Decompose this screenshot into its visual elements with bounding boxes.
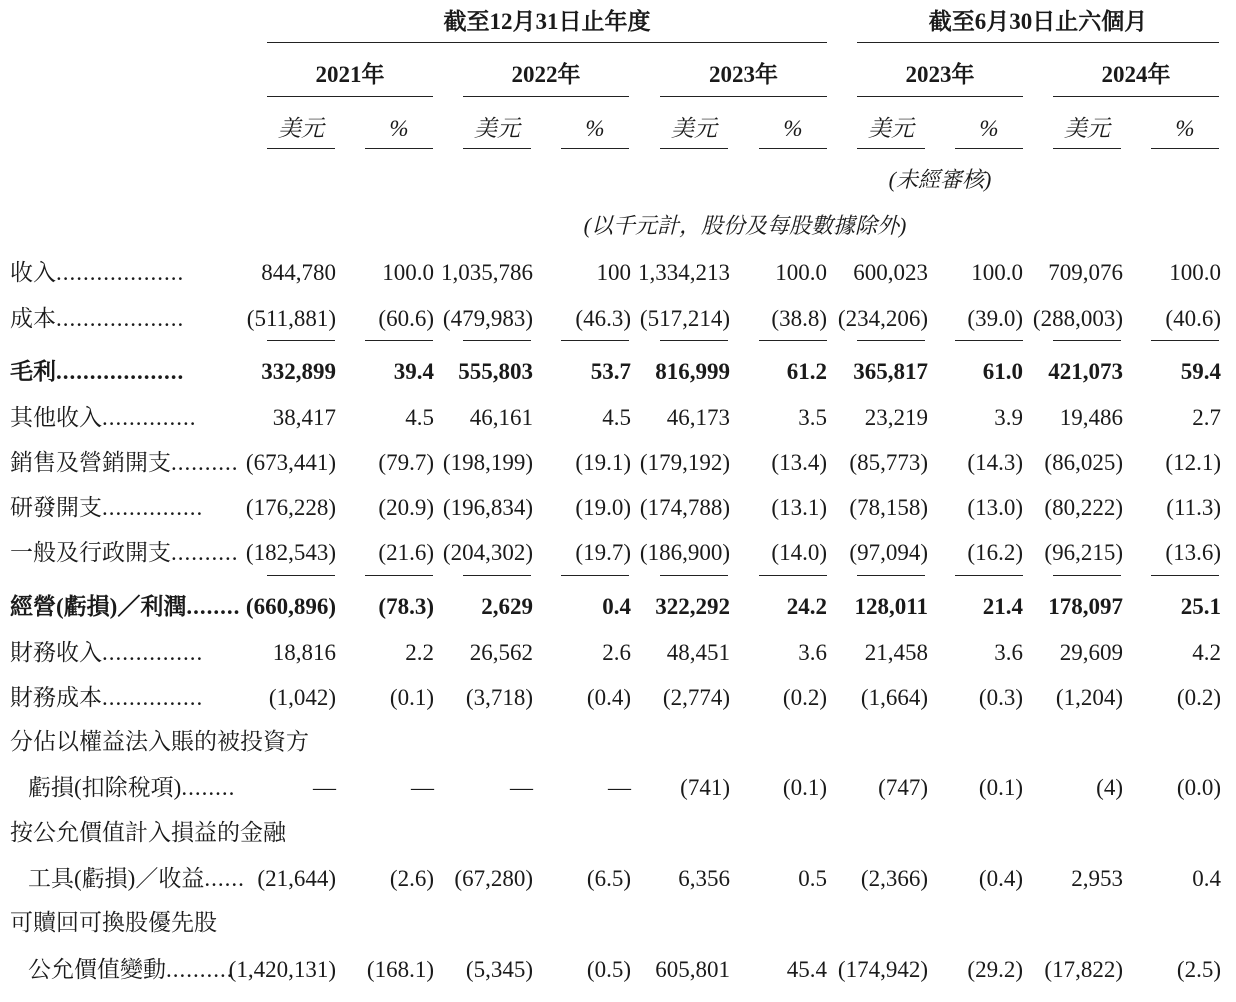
cell-amount: 6,356 (678, 866, 730, 891)
cell-percent: (21.6) (378, 540, 434, 565)
cell-amount: 29,609 (1059, 640, 1123, 665)
cell-percent: (11.3) (1166, 495, 1221, 520)
cell-percent: (29.2) (967, 957, 1023, 982)
cell-percent: — (411, 775, 434, 800)
unit-amount: 美元 (1064, 116, 1110, 141)
cell-amount: 2,629 (481, 594, 533, 619)
subtotal-line (660, 575, 728, 576)
cell-amount: (4) (1096, 775, 1123, 800)
unit-underline (955, 148, 1023, 149)
subtotal-line (463, 340, 531, 341)
cell-percent: 100 (596, 260, 631, 285)
row-label-text: 分佔以權益法入賬的被投資方 (10, 729, 309, 754)
year-underline (857, 96, 1023, 97)
row-label-text: 按公允價值計入損益的金融 (10, 820, 286, 845)
cell-percent: (0.5) (586, 957, 631, 982)
cell-percent: 61.2 (786, 359, 827, 384)
row-label-text: 虧損(扣除稅項) (28, 775, 182, 800)
cell-percent: 100.0 (971, 260, 1023, 285)
row-leader-dots: ........ (186, 594, 241, 619)
cell-percent: (0.1) (978, 775, 1023, 800)
row-label-text: 成本 (10, 306, 56, 331)
row-leader-dots: ........ (181, 775, 236, 800)
cell-percent: 45.4 (786, 957, 827, 982)
cell-amount: 18,816 (272, 640, 336, 665)
cell-amount: (67,280) (454, 866, 533, 891)
group-underline-six-months (857, 42, 1219, 43)
cell-amount: (5,345) (465, 957, 533, 982)
cell-percent: (0.1) (782, 775, 827, 800)
table-row (0, 636, 1236, 670)
row-leader-dots: .............. (102, 405, 197, 430)
cell-percent: (14.0) (771, 540, 827, 565)
cell-percent: 3.6 (994, 640, 1023, 665)
unit-percent: % (979, 116, 999, 141)
cell-percent: 4.5 (405, 405, 434, 430)
table-row (0, 536, 1236, 570)
cell-percent: (46.3) (575, 306, 631, 331)
cell-amount: 26,562 (469, 640, 533, 665)
cell-percent: 2.6 (602, 640, 631, 665)
group-header-year-end: 截至12月31日止年度 (443, 9, 651, 34)
cell-amount: — (313, 775, 336, 800)
row-label-text: 其他收入 (10, 405, 102, 430)
row-label-text: 工具(虧損)／收益 (28, 866, 205, 891)
cell-amount: 816,999 (655, 359, 730, 384)
year-underline (1053, 96, 1219, 97)
cell-amount: (80,222) (1044, 495, 1123, 520)
subtotal-line (267, 575, 335, 576)
year-header-2023-h1: 2023年 (905, 62, 975, 87)
cell-percent: (79.7) (378, 450, 434, 475)
cell-amount: (176,228) (245, 495, 336, 520)
row-label-text: 財務收入 (10, 640, 102, 665)
cell-amount: 555,803 (458, 359, 533, 384)
subtotal-line (561, 340, 629, 341)
row-label (10, 636, 203, 670)
cell-amount: (1,042) (268, 685, 336, 710)
cell-amount: (1,204) (1055, 685, 1123, 710)
cell-percent: (20.9) (378, 495, 434, 520)
table-row (0, 906, 1236, 940)
cell-percent: (0.4) (978, 866, 1023, 891)
units-note: (以千元計，股份及每股數據除外) (583, 213, 907, 238)
row-leader-dots: ............... (102, 685, 204, 710)
cell-amount: 38,417 (272, 405, 336, 430)
unit-percent: % (389, 116, 409, 141)
year-underline (463, 96, 629, 97)
cell-amount: (85,773) (849, 450, 928, 475)
cell-percent: (19.0) (575, 495, 631, 520)
cell-amount: (174,942) (837, 957, 928, 982)
cell-amount: (741) (680, 775, 730, 800)
table-row (0, 771, 1236, 805)
table-row (0, 816, 1236, 850)
table-row (0, 302, 1236, 336)
table-row (0, 491, 1236, 525)
cell-percent: 0.4 (1192, 866, 1221, 891)
cell-amount: 322,292 (655, 594, 730, 619)
cell-percent: — (608, 775, 631, 800)
unit-amount: 美元 (278, 116, 324, 141)
table-row (0, 401, 1236, 435)
cell-percent: (78.3) (378, 594, 434, 619)
cell-amount: (288,003) (1032, 306, 1123, 331)
table-row (0, 446, 1236, 480)
cell-percent: (0.0) (1176, 775, 1221, 800)
row-label (10, 725, 309, 759)
subtotal-line (1053, 340, 1121, 341)
unit-underline (660, 148, 728, 149)
cell-amount: (198,199) (442, 450, 533, 475)
year-header-2023: 2023年 (709, 62, 778, 87)
cell-percent: 2.2 (405, 640, 434, 665)
unit-percent: % (1175, 116, 1195, 141)
cell-amount: (21,644) (257, 866, 336, 891)
subtotal-line (857, 575, 925, 576)
cell-amount: (182,543) (245, 540, 336, 565)
cell-amount: 605,801 (655, 957, 730, 982)
row-label (10, 816, 286, 850)
cell-percent: 2.7 (1192, 405, 1221, 430)
row-label-text: 銷售及營銷開支 (10, 450, 171, 475)
subtotal-line (561, 575, 629, 576)
table-row (0, 862, 1236, 896)
row-label (10, 681, 203, 715)
table-row (0, 681, 1236, 715)
year-underline (267, 96, 433, 97)
cell-amount: 46,173 (666, 405, 730, 430)
subtotal-line (463, 575, 531, 576)
row-label-text: 毛利 (10, 359, 56, 384)
cell-percent: (60.6) (378, 306, 434, 331)
cell-amount: (196,834) (442, 495, 533, 520)
subtotal-line (955, 340, 1023, 341)
cell-amount: 19,486 (1059, 405, 1123, 430)
cell-amount: — (510, 775, 533, 800)
cell-percent: (13.6) (1165, 540, 1221, 565)
cell-percent: (0.1) (389, 685, 434, 710)
row-label (10, 256, 184, 290)
cell-percent: 53.7 (590, 359, 631, 384)
cell-amount: (1,420,131) (228, 957, 336, 982)
row-label (10, 401, 197, 435)
cell-amount: 421,073 (1048, 359, 1123, 384)
cell-percent: (19.7) (575, 540, 631, 565)
unit-percent: % (585, 116, 605, 141)
cell-amount: 709,076 (1048, 260, 1123, 285)
subtotal-line (759, 575, 827, 576)
cell-percent: 61.0 (982, 359, 1023, 384)
year-underline (660, 96, 827, 97)
cell-percent: 4.5 (602, 405, 631, 430)
unit-underline (463, 148, 531, 149)
cell-amount: (204,302) (442, 540, 533, 565)
cell-percent: 24.2 (786, 594, 827, 619)
cell-percent: 21.4 (982, 594, 1023, 619)
cell-amount: 46,161 (469, 405, 533, 430)
cell-percent: 0.4 (602, 594, 631, 619)
cell-amount: (673,441) (245, 450, 336, 475)
row-leader-dots: ...... (204, 866, 245, 891)
unit-amount: 美元 (671, 116, 717, 141)
cell-percent: (39.0) (967, 306, 1023, 331)
cell-percent: (13.4) (771, 450, 827, 475)
cell-amount: (86,025) (1044, 450, 1123, 475)
subtotal-line (1151, 340, 1219, 341)
unit-underline (267, 148, 335, 149)
subtotal-line (857, 340, 925, 341)
cell-percent: (0.4) (586, 685, 631, 710)
unit-underline (759, 148, 827, 149)
cell-percent: (2.6) (389, 866, 434, 891)
row-label (10, 491, 203, 525)
cell-percent: (13.1) (771, 495, 827, 520)
unaudited-note: (未經審核) (888, 167, 992, 192)
cell-amount: 600,023 (853, 260, 928, 285)
unit-amount: 美元 (474, 116, 520, 141)
subtotal-line (759, 340, 827, 341)
row-label-text: 可贖回可換股優先股 (10, 910, 217, 935)
cell-percent: 59.4 (1180, 359, 1221, 384)
row-label-text: 一般及行政開支 (10, 540, 171, 565)
table-row (0, 953, 1236, 987)
cell-percent: 39.4 (393, 359, 434, 384)
subtotal-line (1053, 575, 1121, 576)
row-label (10, 355, 184, 389)
cell-amount: 128,011 (854, 594, 928, 619)
row-leader-dots: .......... (171, 540, 239, 565)
cell-amount: (660,896) (245, 594, 336, 619)
row-leader-dots: .......... (171, 450, 239, 475)
year-header-2024-h1: 2024年 (1101, 62, 1171, 87)
row-leader-dots: ............... (102, 495, 204, 520)
row-leader-dots: ................... (56, 260, 185, 285)
cell-percent: (13.0) (967, 495, 1023, 520)
unit-underline (1151, 148, 1219, 149)
cell-amount: 178,097 (1048, 594, 1123, 619)
subtotal-line (1151, 575, 1219, 576)
unit-underline (365, 148, 433, 149)
cell-amount: (2,774) (662, 685, 730, 710)
cell-amount: (1,664) (860, 685, 928, 710)
cell-amount: 365,817 (853, 359, 928, 384)
cell-percent: (0.3) (978, 685, 1023, 710)
cell-amount: 21,458 (864, 640, 928, 665)
subtotal-line (365, 340, 433, 341)
table-row (0, 725, 1236, 759)
group-underline-year-end (267, 42, 827, 43)
row-leader-dots: ................... (56, 306, 185, 331)
cell-percent: 3.5 (798, 405, 827, 430)
row-leader-dots: .......... (166, 957, 234, 982)
cell-percent: (6.5) (586, 866, 631, 891)
cell-amount: (96,215) (1044, 540, 1123, 565)
row-label-text: 公允價值變動 (28, 957, 166, 982)
cell-percent: (19.1) (575, 450, 631, 475)
cell-percent: 100.0 (775, 260, 827, 285)
table-row (0, 590, 1236, 624)
cell-amount: (78,158) (849, 495, 928, 520)
cell-percent: (0.2) (1176, 685, 1221, 710)
unit-underline (561, 148, 629, 149)
cell-amount: 844,780 (261, 260, 336, 285)
cell-amount: (17,822) (1044, 957, 1123, 982)
cell-amount: 332,899 (261, 359, 336, 384)
cell-percent: (38.8) (771, 306, 827, 331)
year-header-2022: 2022年 (511, 62, 581, 87)
unit-underline (1053, 148, 1121, 149)
cell-amount: (479,983) (442, 306, 533, 331)
cell-amount: 1,035,786 (441, 260, 533, 285)
cell-percent: (0.2) (782, 685, 827, 710)
cell-percent: (40.6) (1165, 306, 1221, 331)
cell-amount: (174,788) (639, 495, 730, 520)
table-row (0, 355, 1236, 389)
cell-percent: 0.5 (798, 866, 827, 891)
cell-percent: 100.0 (382, 260, 434, 285)
cell-percent: (16.2) (967, 540, 1023, 565)
row-label-text: 研發開支 (10, 495, 102, 520)
cell-amount: (2,366) (860, 866, 928, 891)
cell-percent: 100.0 (1169, 260, 1221, 285)
unit-underline (857, 148, 925, 149)
cell-amount: (517,214) (639, 306, 730, 331)
cell-amount: (97,094) (849, 540, 928, 565)
cell-amount: 48,451 (666, 640, 730, 665)
row-leader-dots: ............... (102, 640, 204, 665)
cell-percent: 25.1 (1180, 594, 1221, 619)
cell-amount: (179,192) (639, 450, 730, 475)
row-leader-dots: ................... (56, 359, 185, 384)
subtotal-line (955, 575, 1023, 576)
row-label (10, 906, 217, 940)
cell-amount: (234,206) (837, 306, 928, 331)
cell-amount: (186,900) (639, 540, 730, 565)
unit-percent: % (783, 116, 803, 141)
subtotal-line (365, 575, 433, 576)
subtotal-line (660, 340, 728, 341)
cell-amount: (511,881) (246, 306, 336, 331)
cell-amount: 23,219 (864, 405, 928, 430)
cell-amount: 2,953 (1071, 866, 1123, 891)
table-row (0, 256, 1236, 290)
cell-percent: 4.2 (1192, 640, 1221, 665)
row-label-text: 財務成本 (10, 685, 102, 710)
cell-percent: 3.9 (994, 405, 1023, 430)
unit-amount: 美元 (868, 116, 914, 141)
cell-percent: (2.5) (1176, 957, 1221, 982)
cell-amount: (3,718) (465, 685, 533, 710)
year-header-2021: 2021年 (315, 62, 385, 87)
row-label-text: 經營(虧損)／利潤 (10, 594, 187, 619)
group-header-six-months: 截至6月30日止六個月 (928, 9, 1148, 34)
subtotal-line (267, 340, 335, 341)
row-label-text: 收入 (10, 260, 56, 285)
cell-percent: (12.1) (1165, 450, 1221, 475)
row-label (10, 302, 184, 336)
cell-amount: 1,334,213 (638, 260, 730, 285)
cell-percent: (14.3) (967, 450, 1023, 475)
cell-amount: (747) (878, 775, 928, 800)
cell-percent: (168.1) (366, 957, 434, 982)
cell-percent: 3.6 (798, 640, 827, 665)
